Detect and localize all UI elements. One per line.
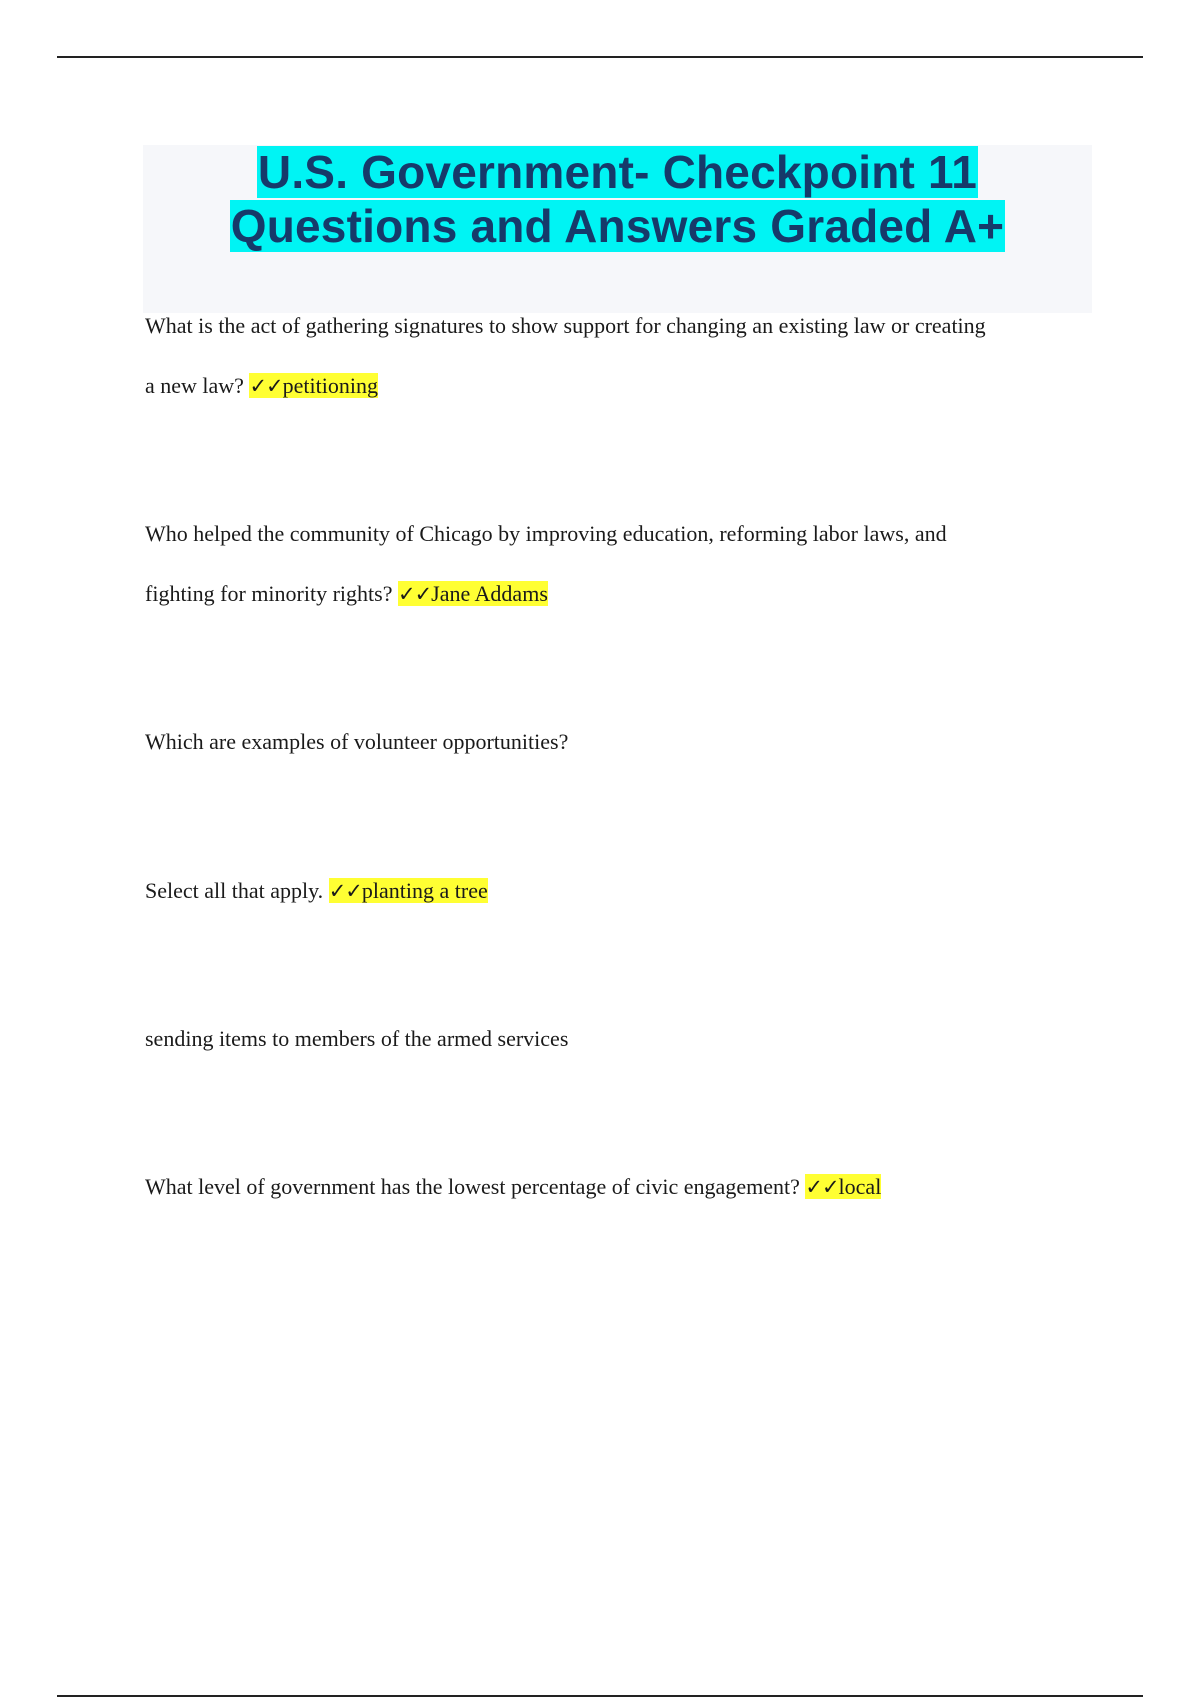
question-5: What level of government has the lowest percentage of civic engagement? ✓✓local	[145, 1174, 882, 1199]
answer-5: local	[838, 1174, 882, 1199]
title-block	[143, 145, 1092, 313]
question-4: Select all that apply. ✓✓planting a tree	[145, 878, 488, 903]
double-check-icon: ✓✓	[249, 374, 283, 398]
question-3: Which are examples of volunteer opportunities?	[145, 729, 569, 754]
bottom-rule	[57, 1695, 1143, 1697]
answer-2: Jane Addams	[431, 581, 548, 606]
double-check-icon: ✓✓	[805, 1175, 839, 1199]
question-2-line-2: fighting for minority rights? ✓✓Jane Addams	[145, 581, 548, 606]
answer-continuation: sending items to members of the armed services	[145, 1026, 569, 1051]
question-2-line-1: Who helped the community of Chicago by improving education, reforming labor laws, and	[145, 521, 947, 546]
answer-4: planting a tree	[361, 878, 488, 903]
answer-highlight	[329, 878, 488, 903]
answer-highlight	[398, 581, 548, 606]
double-check-icon: ✓✓	[328, 879, 362, 903]
document-title-line-2: Questions and Answers Graded A+	[230, 200, 1005, 252]
answer-1: petitioning	[282, 373, 378, 398]
answer-highlight	[805, 1174, 881, 1199]
answer-highlight	[249, 373, 378, 398]
question-2	[145, 504, 1090, 624]
question-1-line-2: a new law? ✓✓petitioning	[145, 373, 378, 398]
document-title-line-1: U.S. Government- Checkpoint 11	[257, 146, 978, 198]
question-1-line-1: What is the act of gathering signatures to show support for changing an existing law or creating	[145, 313, 986, 338]
double-check-icon: ✓✓	[397, 582, 432, 606]
question-1	[145, 296, 1090, 416]
top-rule	[57, 56, 1143, 58]
